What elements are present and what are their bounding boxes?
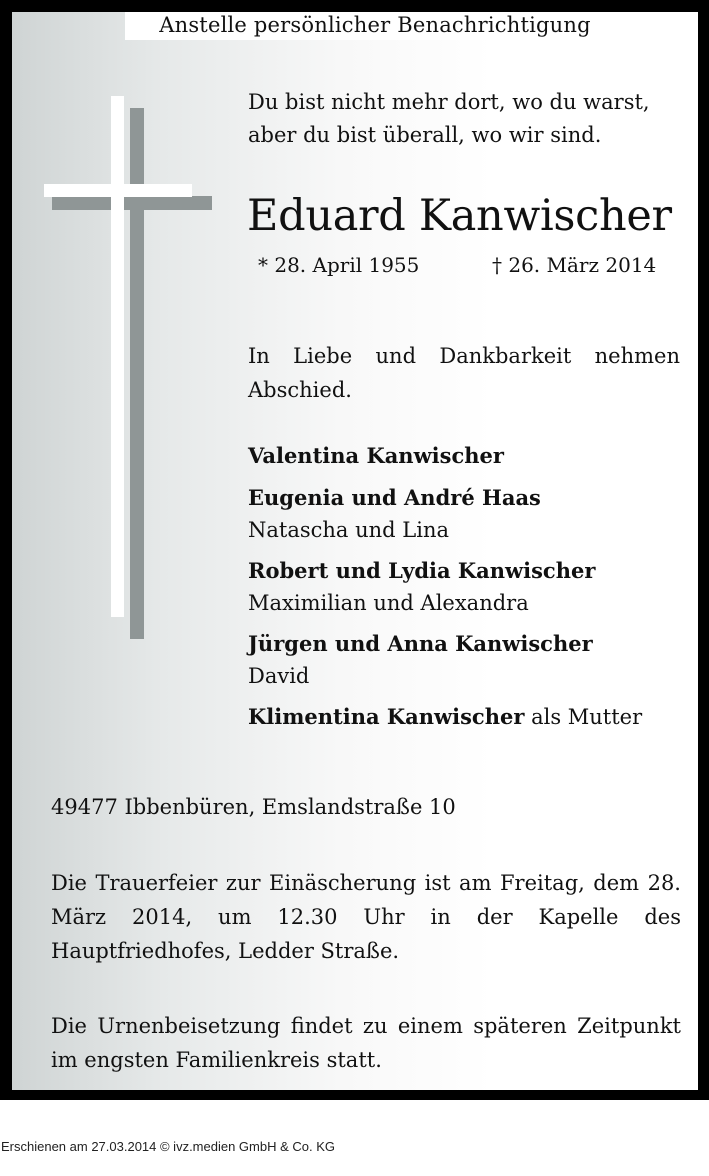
farewell-text: In Liebe und Dankbarkeit nehmen Abschied.: [248, 344, 680, 402]
mourner-children: David: [248, 664, 310, 688]
mourner-entry: [248, 439, 688, 473]
mourner-entry: [248, 554, 688, 619]
mourner-entry: [248, 700, 688, 734]
ceremony-text: Die Trauerfeier zur Einäscherung ist am Freitag, dem 28. März 2014, um 12.30 Uhr in der Kapelle des Hauptfriedhofes, Ledder Straße.: [51, 871, 681, 963]
death-date: † 26. März 2014: [492, 253, 657, 277]
obituary-card: [12, 12, 698, 1090]
mourner-list: [248, 439, 688, 742]
motto: Du bist nicht mehr dort, wo du warst, aber du bist überall, wo wir sind.: [248, 90, 650, 147]
mourner-children: Maximilian und Alexandra: [248, 591, 529, 615]
mourner-entry: [248, 481, 688, 546]
mourner-relation: als Mutter: [524, 705, 643, 729]
mourner-entry: [248, 627, 688, 692]
mourner-children: Natascha und Lina: [248, 518, 449, 542]
mourner-name: Valentina Kanwischer: [248, 443, 504, 468]
life-dates: [258, 250, 688, 280]
header-label: Anstelle persönlicher Benachrichtigung: [125, 12, 625, 40]
birth-date: * 28. April 1955: [258, 253, 420, 277]
urn-burial-text: Die Urnenbeisetzung findet zu einem späteren Zeitpunkt im engsten Familienkreis statt.: [51, 1014, 681, 1072]
mourner-name: Eugenia und André Haas: [248, 485, 541, 510]
deceased-name: Eduard Kanwischer: [247, 191, 672, 241]
address: 49477 Ibbenbüren, Emslandstraße 10: [51, 795, 456, 819]
mourner-name: Robert und Lydia Kanwischer: [248, 558, 596, 583]
mourner-name: Klimentina Kanwischer: [248, 704, 525, 729]
publication-footer: Erschienen am 27.03.2014 © ivz.medien GmbH & Co. KG: [1, 1139, 336, 1154]
mourner-name: Jürgen und Anna Kanwischer: [248, 631, 593, 656]
